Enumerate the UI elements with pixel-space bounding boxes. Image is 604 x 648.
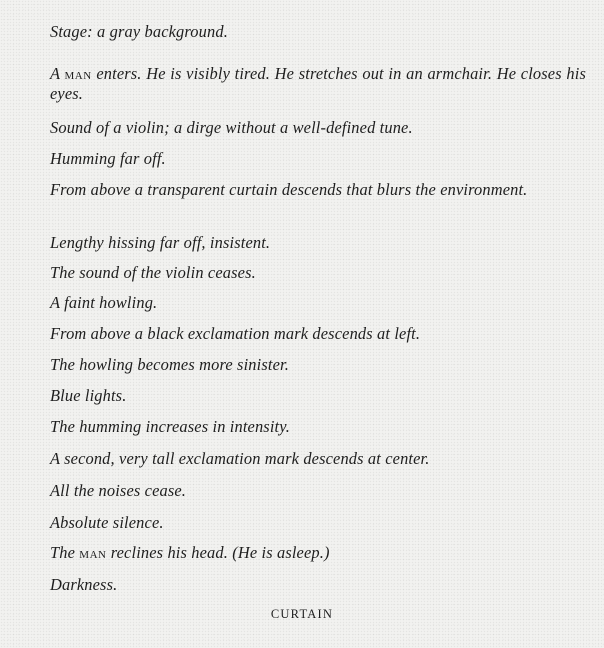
line-prefix: A [50, 64, 65, 83]
stage-direction-line [50, 64, 586, 104]
stage-direction-line: The howling becomes more sinister. [50, 355, 289, 374]
stage-direction-line: Humming far off. [50, 149, 166, 168]
stage-direction-line: Darkness. [50, 575, 118, 594]
stage-direction-line: All the noises cease. [50, 481, 187, 500]
stage-direction-line: A faint howling. [50, 293, 158, 312]
stage-direction-line: Stage: a gray background. [50, 22, 228, 41]
stage-direction-line: Sound of a violin; a dirge without a well-defined tune. [50, 118, 413, 137]
stage-direction-line: From above a transparent curtain descends that blurs the environment. [50, 180, 528, 199]
line-text: enters. He is visibly tired. He stretches out in an armchair. He closes his eyes. [50, 64, 586, 103]
character-name: man [64, 64, 92, 83]
stage-direction-line [50, 543, 330, 563]
stage-direction-line: Blue lights. [50, 386, 127, 405]
character-name: man [79, 543, 107, 562]
stage-direction-line: The sound of the violin ceases. [50, 263, 256, 282]
stage-direction-line: The humming increases in intensity. [50, 417, 291, 436]
stage-direction-line: A second, very tall exclamation mark descends at center. [50, 449, 430, 468]
stage-direction-line: Absolute silence. [50, 513, 164, 532]
line-text: reclines his head. (He is asleep.) [106, 543, 330, 562]
curtain-heading: CURTAIN [270, 607, 334, 621]
stage-direction-line: From above a black exclamation mark descends at left. [50, 324, 421, 343]
line-prefix: The [50, 543, 80, 562]
stage-direction-line: Lengthy hissing far off, insistent. [50, 233, 271, 252]
